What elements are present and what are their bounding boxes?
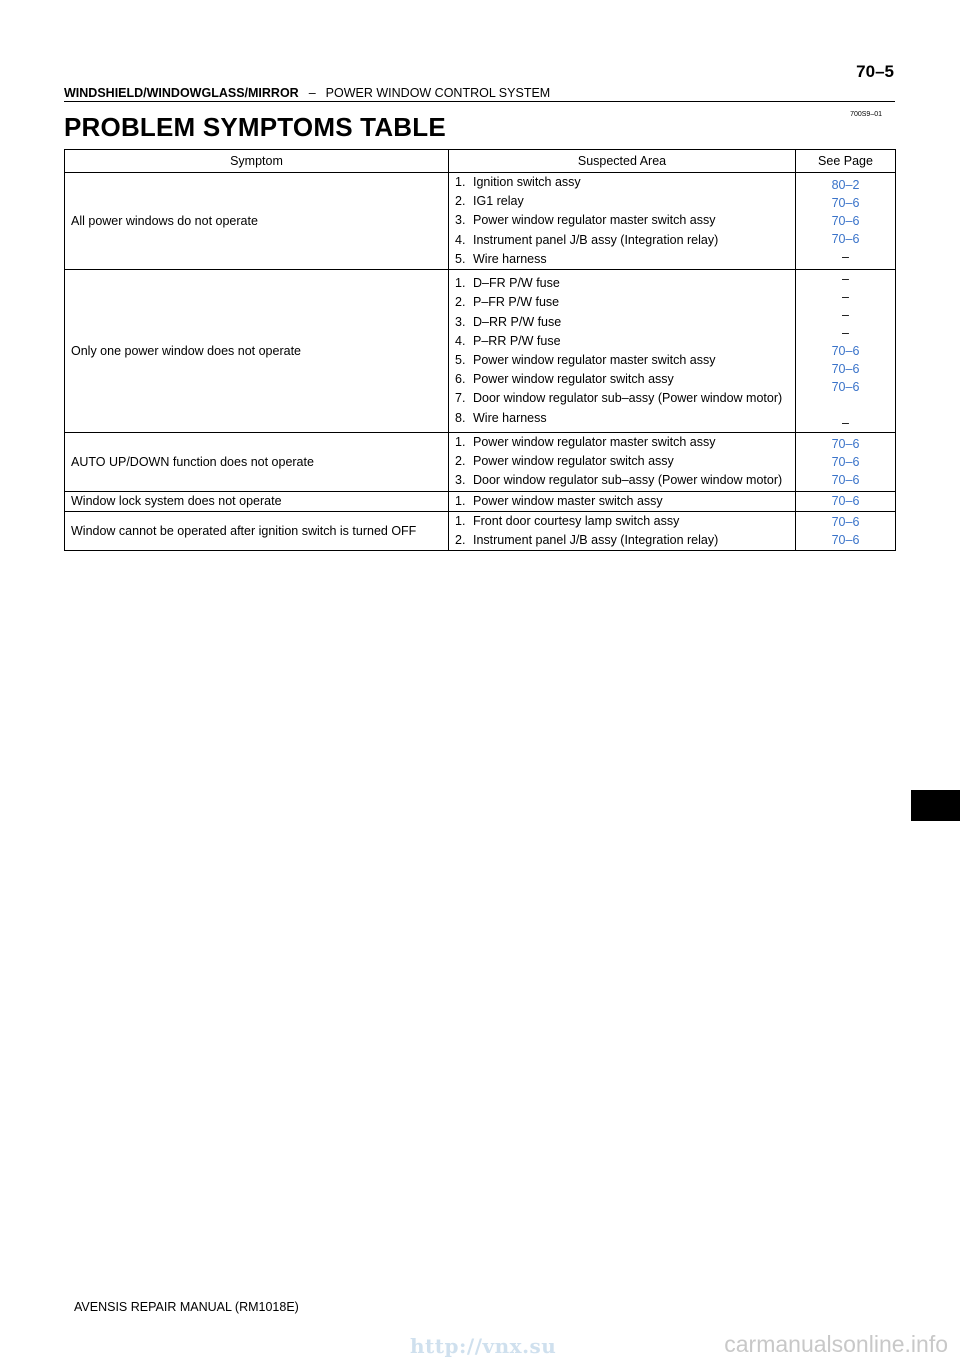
page-reference-link[interactable]: 80–2 — [831, 178, 860, 192]
suspected-area-cell — [449, 433, 796, 492]
item-number: 4. — [455, 333, 466, 348]
page-number: 70–5 — [856, 62, 894, 81]
suspected-area-item — [455, 512, 789, 531]
suspected-area-item — [455, 370, 789, 389]
symptom-cell: All power windows do not operate — [65, 173, 449, 270]
suspected-area-item — [455, 293, 789, 312]
page-reference-link[interactable]: 70–6 — [831, 494, 860, 509]
item-number: 2. — [455, 295, 466, 310]
table-row — [65, 491, 896, 511]
item-text: Instrument panel J/B assy (Integration relay) — [473, 232, 719, 247]
page-reference-link[interactable]: 70–6 — [831, 472, 860, 487]
page-reference-link[interactable]: 70–6 — [831, 533, 860, 548]
item-text: P–RR P/W fuse — [473, 333, 561, 348]
header-divider — [64, 101, 895, 102]
item-number: 5. — [455, 251, 466, 266]
suspected-area-cell — [449, 511, 796, 550]
section-title: WINDSHIELD/WINDOWGLASS/MIRROR — [64, 86, 299, 100]
item-number: 7. — [455, 391, 466, 406]
page-reference: – — [842, 290, 849, 305]
suspected-area-item — [455, 531, 789, 550]
footer-manual-title: AVENSIS REPAIR MANUAL (RM1018E) — [74, 1300, 299, 1314]
item-text: Door window regulator sub–assy (Power window motor) — [473, 473, 783, 488]
item-text: Power window regulator switch assy — [473, 372, 674, 387]
item-text: Wire harness — [473, 251, 547, 266]
table-row — [65, 433, 896, 492]
table-header-row — [65, 150, 896, 173]
document-code: 700S9–01 — [850, 111, 882, 118]
item-text: Ignition switch assy — [473, 175, 581, 189]
suspected-area-item — [455, 389, 789, 408]
page-reference-link[interactable]: 70–6 — [831, 214, 860, 228]
suspected-area-item — [455, 409, 789, 428]
suspected-area-item — [455, 452, 789, 471]
item-text: D–FR P/W fuse — [473, 276, 560, 291]
item-number: 3. — [455, 473, 466, 488]
suspected-area-item — [455, 211, 789, 230]
page-reference-link[interactable]: 70–6 — [831, 515, 860, 530]
item-number: 3. — [455, 314, 466, 329]
item-text: Power window regulator switch assy — [473, 454, 674, 469]
item-number: 1. — [455, 513, 466, 528]
item-text: Instrument panel J/B assy (Integration relay) — [473, 533, 719, 548]
suspected-area-item — [455, 332, 789, 351]
page-reference-link[interactable]: 70–6 — [831, 344, 860, 359]
problem-symptoms-table — [64, 149, 896, 551]
page-reference-link[interactable]: 70–6 — [831, 196, 860, 210]
table-row — [65, 511, 896, 550]
header-separator: – — [308, 86, 316, 100]
item-number: 2. — [455, 454, 466, 469]
section-header — [64, 86, 550, 100]
item-text: Door window regulator sub–assy (Power window motor) — [473, 391, 783, 406]
page-reference: – — [842, 250, 849, 264]
suspected-area-item — [455, 351, 789, 370]
item-text: D–RR P/W fuse — [473, 314, 562, 329]
suspected-area-item — [455, 192, 789, 211]
item-number: 1. — [455, 276, 466, 291]
suspected-area-cell — [449, 173, 796, 270]
item-text: Power window master switch assy — [473, 493, 663, 508]
item-number: 1. — [455, 175, 466, 189]
page-reference: – — [842, 326, 849, 341]
symptom-cell: AUTO UP/DOWN function does not operate — [65, 433, 449, 492]
table-row — [65, 270, 896, 433]
symptom-cell: Only one power window does not operate — [65, 270, 449, 433]
see-page-cell — [796, 491, 896, 511]
page-reference: – — [842, 308, 849, 323]
suspected-area-item — [455, 231, 789, 250]
suspected-area-item — [455, 433, 789, 452]
table-row — [65, 173, 896, 270]
suspected-area-item — [455, 492, 789, 511]
symptom-cell: Window lock system does not operate — [65, 491, 449, 511]
page-reference-link[interactable]: 70–6 — [831, 454, 860, 469]
suspected-area-item — [455, 274, 789, 293]
subsection-title: POWER WINDOW CONTROL SYSTEM — [325, 86, 551, 100]
item-text: Front door courtesy lamp switch assy — [473, 513, 680, 528]
item-text: P–FR P/W fuse — [473, 295, 560, 310]
see-page-cell — [796, 433, 896, 492]
page-reference-link[interactable]: 70–6 — [831, 436, 860, 451]
page-reference-link[interactable]: 70–6 — [831, 232, 860, 246]
item-number: 2. — [455, 533, 466, 548]
item-number: 4. — [455, 232, 466, 247]
section-tab-marker — [911, 790, 960, 821]
item-text: IG1 relay — [473, 194, 524, 209]
watermark-site: carmanualsonline.info — [724, 1331, 948, 1357]
item-number: 1. — [455, 435, 466, 450]
page-reference-link[interactable]: 70–6 — [831, 362, 860, 377]
suspected-area-item — [455, 173, 789, 192]
item-text: Power window regulator master switch assy — [473, 353, 716, 368]
item-text: Power window regulator master switch assy — [473, 213, 716, 228]
see-page-cell — [796, 173, 896, 270]
suspected-area-item — [455, 471, 789, 490]
suspected-area-item — [455, 313, 789, 332]
item-number: 8. — [455, 410, 466, 425]
item-text: Power window regulator master switch assy — [473, 435, 716, 450]
watermark-link[interactable]: http://vnx.su — [410, 1334, 557, 1358]
page-reference: – — [842, 416, 849, 431]
column-header-symptom: Symptom — [65, 150, 449, 173]
item-number: 6. — [455, 372, 466, 387]
page-reference — [802, 396, 889, 414]
suspected-area-item — [455, 250, 789, 269]
symptom-cell: Window cannot be operated after ignition switch is turned OFF — [65, 511, 449, 550]
page-reference-link[interactable]: 70–6 — [831, 380, 860, 395]
suspected-area-cell — [449, 270, 796, 433]
column-header-see-page: See Page — [796, 150, 896, 173]
column-header-suspected-area: Suspected Area — [449, 150, 796, 173]
item-number: 2. — [455, 194, 466, 209]
item-text: Wire harness — [473, 410, 547, 425]
item-number: 3. — [455, 213, 466, 228]
suspected-area-cell — [449, 491, 796, 511]
item-number: 1. — [455, 493, 466, 508]
page-reference: – — [842, 272, 849, 287]
see-page-cell — [796, 270, 896, 433]
item-number: 5. — [455, 353, 466, 368]
see-page-cell — [796, 511, 896, 550]
page-title: PROBLEM SYMPTOMS TABLE — [64, 112, 446, 142]
